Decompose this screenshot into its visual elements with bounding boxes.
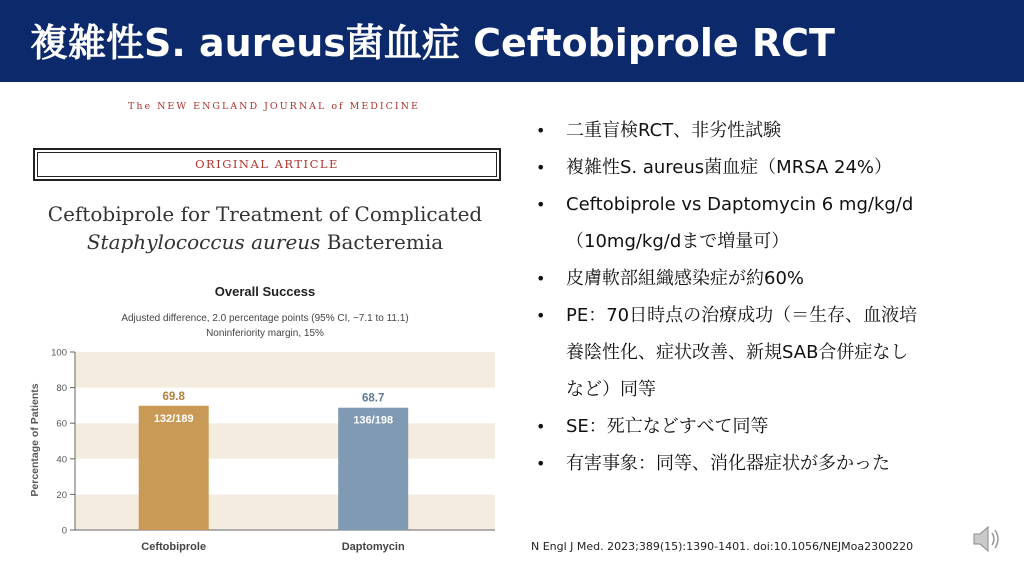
bullet-dot: • xyxy=(536,195,546,214)
grid-band xyxy=(75,388,495,424)
bullet-dot: • xyxy=(536,454,546,473)
speaker-icon[interactable] xyxy=(968,521,1004,557)
bullet-text: 複雑性S. aureus菌血症（MRSA 24%） xyxy=(566,157,893,178)
bullet-dot: • xyxy=(536,417,546,436)
bullet-item xyxy=(536,408,996,445)
article-type-box xyxy=(33,148,501,181)
paper-title-organism: Staphylococcus aureus xyxy=(86,230,321,254)
bar-value-label: 68.7 xyxy=(362,392,385,405)
bullet-text: 養陰性化、症状改善、新規SAB合併症なし xyxy=(566,342,909,363)
y-tick-label: 100 xyxy=(51,347,67,359)
bullet-dot: • xyxy=(536,158,546,177)
title-bar xyxy=(0,0,1024,82)
grid-band xyxy=(75,494,495,530)
overall-success-chart xyxy=(20,278,510,568)
bar-count-label: 132/189 xyxy=(153,412,194,425)
bullet-text: （10mg/kg/dまで増量可） xyxy=(566,231,790,252)
journal-name: The NEW ENGLAND JOURNAL of MEDICINE xyxy=(128,101,420,112)
bullet-dot: • xyxy=(536,269,546,288)
paper-title-line1: Ceftobiprole for Treatment of Complicated xyxy=(47,202,483,226)
y-tick-label: 60 xyxy=(56,418,67,430)
bullet-text: SE：死亡などすべて同等 xyxy=(566,416,769,437)
citation: N Engl J Med. 2023;389(15):1390-1401. doi:10.1056/NEJMoa2300220 xyxy=(531,540,914,553)
bullet-text: PE：70日時点の治療成功（＝生存、血液培 xyxy=(566,305,918,326)
bullet-item xyxy=(536,186,996,260)
bullet-item xyxy=(536,149,996,186)
slide-title: 複雑性S. aureus菌血症 Ceftobiprole RCT xyxy=(30,21,835,65)
y-tick-label: 40 xyxy=(56,454,67,466)
bar-value-label: 69.8 xyxy=(162,390,185,403)
chart-title: Overall Success xyxy=(214,284,316,299)
plot-area xyxy=(51,348,495,554)
bullet-text: 皮膚軟部組織感染症が約60% xyxy=(566,268,805,289)
article-type-label: ORIGINAL ARTICLE xyxy=(195,157,339,171)
bar-count-label: 136/198 xyxy=(353,414,394,427)
bullet-item xyxy=(536,112,996,149)
paper-title-line2 xyxy=(20,230,510,254)
bullet-item xyxy=(536,445,996,482)
grid-band xyxy=(75,423,495,459)
chart-subtitle-1: Adjusted difference, 2.0 percentage points (95% CI, −7.1 to 11.1) xyxy=(121,313,409,324)
bullet-list xyxy=(536,112,996,482)
bullet-dot: • xyxy=(536,121,546,140)
y-tick-label: 20 xyxy=(56,489,67,501)
y-axis-label: Percentage of Patients xyxy=(29,383,41,497)
y-tick-label: 80 xyxy=(56,383,67,395)
x-category-label: Ceftobiprole xyxy=(141,541,207,553)
grid-band xyxy=(75,352,495,388)
x-category-label: Daptomycin xyxy=(341,541,405,553)
bullet-text: Ceftobiprole vs Daptomycin 6 mg/kg/d xyxy=(566,194,914,215)
paper-title-line2-rest: Bacteremia xyxy=(320,230,444,254)
bullet-item xyxy=(536,260,996,297)
chart-subtitle-2: Noninferiority margin, 15% xyxy=(206,328,324,339)
grid-band xyxy=(75,459,495,495)
bullet-text: 有害事象：同等、消化器症状が多かった xyxy=(566,453,890,474)
bullet-text: など）同等 xyxy=(566,379,656,400)
bullet-item xyxy=(536,297,996,408)
bullet-text: 二重盲検RCT、非劣性試験 xyxy=(566,120,782,141)
y-tick-label: 0 xyxy=(61,525,67,537)
bullet-dot: • xyxy=(536,306,546,325)
